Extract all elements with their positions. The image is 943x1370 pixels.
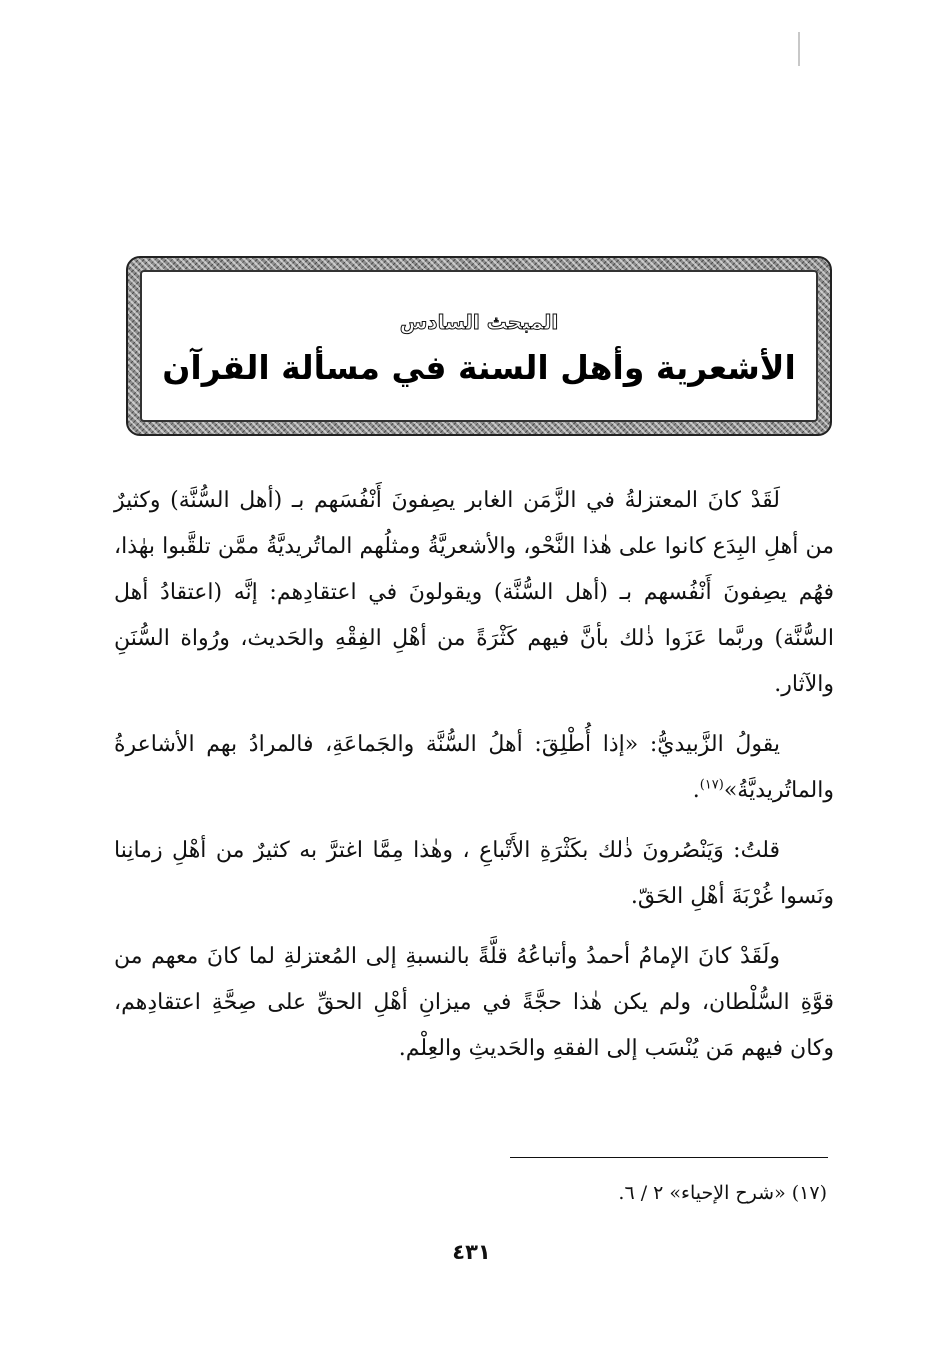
footnote: (١٧) «شرح الإحياء» ٢ / ٦. [618, 1182, 827, 1204]
section-title-panel [140, 270, 818, 422]
paragraph-2-text: يقولُ الزَّبيديُّ: «إذا أُطْلِقَ: أهلُ السُّنَّة والجَماعَةِ، فالمرادُ بهم الأشاعرةُ والماتُريديَّةُ» [114, 732, 834, 803]
section-label: المبحث السادس [399, 310, 559, 334]
footnote-divider [510, 1157, 828, 1158]
paragraph-3: قلتُ: وَيَنْصُرونَ ذٰلك بكَثْرَةِ الأَتْباعِ ، وهٰذا مِمَّا اغترَّ به كثيرٌ من أهْلِ زمانِنا ونَسوا غُرْبَةَ أهْلِ الحَقّ. [114, 838, 834, 909]
body-text [114, 478, 834, 1086]
paragraph-2: يقولُ الزَّبيديُّ: «إذا أُطْلِقَ: أهلُ السُّنَّة والجَماعَةِ، فالمرادُ بهم الأشاعرةُ والماتُريديَّةُ»$^{(١٧)}$. [114, 732, 834, 803]
page-number: ٤٣١ [452, 1240, 491, 1264]
paragraph-4: ولَقَدْ كانَ الإمامُ أحمدُ وأتباعُهُ قلَّةً بالنسبةِ إلى المُعتزلةِ لما كانَ معهم من قوَّةِ السُّلْطان، ولم يكن هٰذا حجَّةً في ميزانِ أهْلِ الحقِّ على صِحَّةِ اعتقادِهم، وكان فيهم مَن يُنْسَب إلى الفقهِ والحَديثِ والعِلْم. [114, 944, 834, 1061]
section-title-frame [126, 256, 832, 436]
footnote-reference[interactable]: (١٧) [699, 777, 724, 793]
paragraph-1: لَقَدْ كانَ المعتزلةُ في الزَّمَن الغابر يصِفونَ أَنْفُسَهم بـ (أهل السُّنَّة) وكثيرٌ من أهلِ البِدَع كانوا على هٰذا النَّحْو، والأشعريَّةُ ومثلُهم الماتُريديَّةُ ممَّن تلقَّبوا بهٰذا، فهُم يصِفونَ أَنْفُسهم بـ (أهل السُّنَّة) ويقولونَ في اعتقادِهم: إنَّه (اعتقادُ أهل السُّنَّة) وربَّما عَزَوا ذٰلك بأنَّ فيهم كَثْرَةً من أهْلِ الفِقْهِ والحَديث، ورُواة السُّنَنِ والآثار. [114, 488, 834, 697]
scan-mark [798, 32, 800, 66]
section-title: الأشعرية وأهل السنة في مسألة القرآن [162, 348, 796, 387]
